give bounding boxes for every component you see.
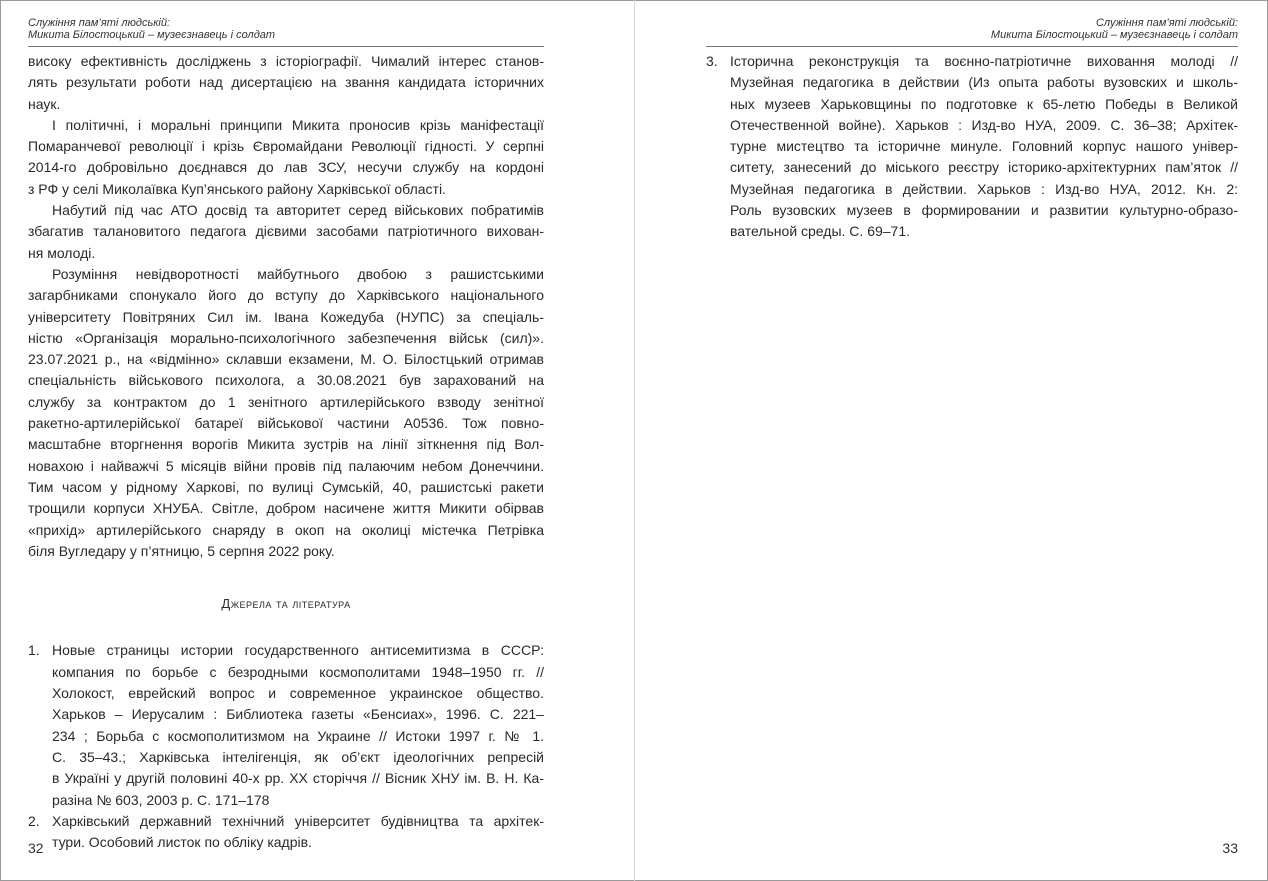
paragraph [28, 200, 544, 264]
paragraph [28, 115, 544, 200]
text-line: наук. [28, 95, 61, 112]
page-spine [634, 0, 635, 881]
text-line: компания по борьбе с безродными космополитами 1948–1950 гг. // [52, 663, 544, 680]
header-line: Служіння пам’яті людській: [28, 17, 171, 29]
text-line: турне мистецтво та історичне минуле. Головний корпус нашого універ- [730, 138, 1238, 155]
text-line: ракетно-артилерійської батареї військової частини А0536. Тож повно- [28, 415, 544, 432]
page-body [28, 51, 544, 853]
text-line: новахою і найважчі 5 місяців війни провів під палаючим небом Донеччини. [28, 457, 544, 474]
text-line: ністю «Організація морально-психологічного забезпечення військ (сил)». [28, 329, 544, 346]
text-line: «прихід» артилерійського снаряду в окоп на околиці містечка Петрівка [28, 521, 544, 538]
text-line: 234 ; Борьба с космополитизмом на Украине // Истоки 1997 г. № 1. [52, 727, 544, 744]
text-line: ных музеев Харьковщины по подготовке к 65-летю Победы в Великой [730, 95, 1238, 112]
header-line: Микита Білостоцький – музеєзнавець і солдат [990, 29, 1238, 41]
reference-number: 1. [28, 642, 40, 659]
reference-list [28, 640, 544, 853]
text-line: Харьков – Иерусалим : Библиотека газеты «Бенсиах», 1996. С. 221– [52, 706, 544, 723]
text-line: трощили корпуси ХНУБА. Світле, добром насичене життя Микити обірвав [28, 500, 544, 517]
reference-item [706, 51, 1238, 243]
reference-number: 2. [28, 812, 40, 829]
text-line: масштабне вторгнення ворогів Микита зустрів на лінії зіткнення під Вол- [28, 436, 544, 453]
page-right [706, 0, 1238, 881]
text-line: С. 35–43.; Харківська інтелігенція, як об’єкт ідеологічних репресій [52, 748, 544, 765]
header-line: Служіння пам’яті людській: [1095, 17, 1238, 29]
text-line: Тим часом у рідному Харкові, по вулиці Сумській, 40, рашистські ракети [28, 478, 544, 495]
text-line: Холокост, еврейский вопрос и современное украинское общество. [52, 685, 544, 702]
text-line: високу ефективність досліджень з історіографії. Чималий інтерес станов- [28, 53, 544, 69]
page-number: 33 [1222, 840, 1238, 856]
reference-item [28, 640, 544, 810]
text-line: Історична реконструкція та воєнно-патріотичне виховання молоді // [730, 53, 1238, 69]
text-line: Музейная педагогика в действии. Харьков : Изд-во НУА, 2012. Кн. 2: [730, 180, 1238, 197]
reference-item [28, 811, 544, 854]
text-line: Отечественной войне). Харьков : Изд-во НУА, 2009. С. 36–38; Архітек- [730, 116, 1238, 133]
paragraph [28, 51, 544, 115]
text-line: з РФ у селі Миколаївка Куп’янського району Харківської області. [28, 180, 446, 197]
text-line: ня молоді. [28, 244, 96, 261]
body-text [28, 51, 544, 562]
text-line: вательной среды. С. 69–71. [730, 223, 911, 240]
running-header [706, 17, 1238, 47]
text-line: 2014-го добровільно доєднався до лав ЗСУ, несучи службу на кордоні [28, 159, 544, 176]
text-line: І політичні, і моральні принципи Микита проносив крізь маніфестації [52, 116, 544, 133]
text-line: разіна № 603, 2003 р. С. 171–178 [52, 791, 270, 808]
text-line: загарбниками спонукало його до вступу до Харківського національного [28, 287, 544, 304]
reference-list [706, 51, 1238, 243]
text-line: Новые страницы истории государственного антисемитизма в СССР: [52, 642, 544, 659]
reference-number: 3. [706, 53, 718, 69]
text-line: Помаранчевої революції і крізь Євромайдани Революції гідності. У серпні [28, 138, 544, 155]
text-line: університету Повітряних Сил ім. Івана Кожедуба (НУПС) за спеціаль- [28, 308, 544, 325]
text-line: Розуміння невідворотності майбутнього двобою з рашистськими [52, 265, 544, 282]
text-line: збагатив талановитого педагога дієвими засобами патріотичного вихован- [28, 223, 544, 240]
text-line: Харківський державний технічний університет будівництва та архітек- [52, 812, 544, 829]
text-line: Набутий під час АТО досвід та авторитет серед військових побратимів [52, 202, 544, 219]
text-line: Музейная педагогика в действии (Из опыта работы вузовских и школь- [730, 74, 1238, 91]
text-line: спеціальність військового психолога, а 30.08.2021 був зарахований на [28, 372, 544, 389]
text-line: ситету, занесений до міського реєстру історико-архітектурних пам’яток // [730, 159, 1238, 176]
text-line: службу за контрактом до 1 зенітного артилерійського взводу зенітної [28, 393, 544, 410]
text-line: в Україні у другій половині 40-х рр. ХХ сторіччя // Вісник ХНУ ім. В. Н. Ка- [52, 770, 544, 787]
running-header [28, 17, 544, 47]
page-left [28, 0, 544, 881]
text-line: 23.07.2021 р., на «відмінно» склавши екзамени, М. О. Білостцький отримав [28, 351, 544, 368]
text-line: біля Вугледару у п’ятницю, 5 серпня 2022 року. [28, 542, 335, 559]
paragraph [28, 264, 544, 562]
page-body [706, 51, 1238, 243]
page-number: 32 [28, 840, 44, 856]
text-line: тури. Особовий листок по обліку кадрів. [52, 834, 312, 851]
text-line: лять результати роботи над дисертацією на звання кандидата історичних [28, 74, 544, 91]
section-heading: Джерела та література [221, 596, 351, 612]
header-line: Микита Білостоцький – музеєзнавець і солдат [28, 29, 276, 41]
text-line: Роль вузовских музеев в формировании и развитии культурно-образо- [730, 202, 1238, 219]
